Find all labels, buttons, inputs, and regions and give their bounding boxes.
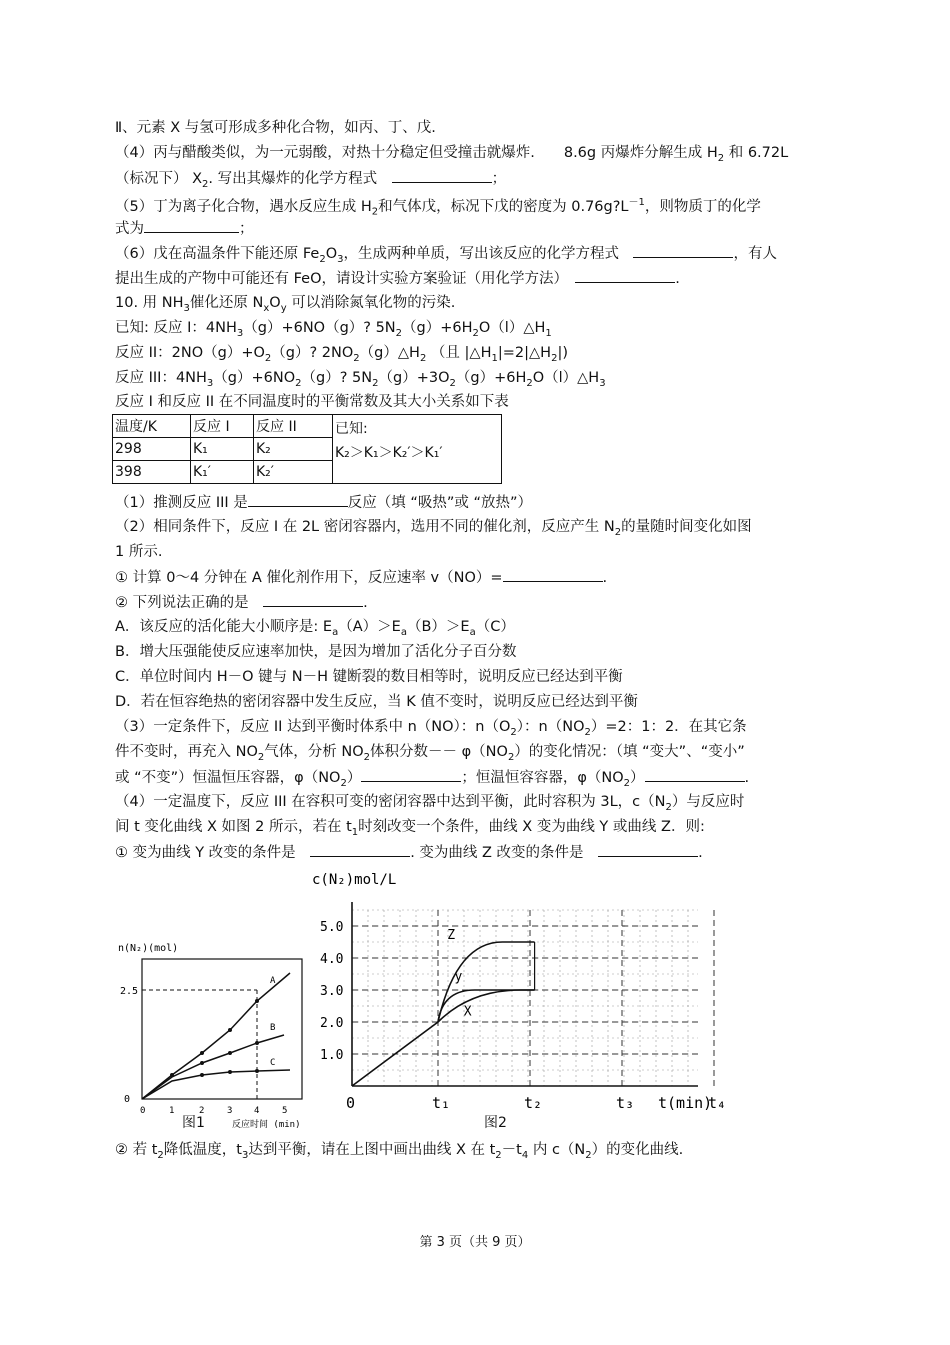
answer-blank[interactable] — [503, 567, 603, 582]
sub-question-2-cont: 1 所示. — [115, 544, 163, 560]
reaction-1: 已知: 反应 I：$4NH_3(g)+6NO(g)$? $5N_2(g)+6H_2O(l)\triangle H_1$ — [115, 320, 552, 339]
fig2-ytick: 5.0 — [320, 920, 344, 935]
fig1-curve-c — [142, 1070, 290, 1099]
row-398-temp: 398 — [113, 461, 191, 484]
question-4-cont: （标况下） $X_2$. 写出其爆炸的化学方程式 ； — [115, 168, 506, 195]
fig1-label-b: B — [270, 1023, 276, 1033]
fig1-point — [255, 999, 259, 1003]
fig1-xtick: 0 — [140, 1106, 146, 1116]
sub-question-3: （3）一定条件下，反应 II 达到平衡时体系中 n（NO）：$n(O_2)$：$n(NO_2)=2$：1：2．在其它条 — [115, 719, 747, 738]
fig2-xtick: t₂ — [524, 1094, 543, 1112]
header-r2: 反应 II — [254, 415, 333, 438]
fig1-point — [200, 1051, 204, 1055]
row-298-temp: 298 — [113, 438, 191, 461]
figure-1 — [112, 935, 312, 1135]
option-a: A．该反应的活化能大小顺序是: $E_a(A)>E_a(B)>E_a(C)$ — [115, 619, 515, 638]
fig1-caption: 图1 — [182, 1115, 205, 1131]
fig1-xtick: 1 — [169, 1106, 175, 1116]
line-element-x: Ⅱ、元素 X 与氢可形成多种化合物，如丙、丁、戊. — [115, 120, 436, 136]
row-398-k2: K₂′ — [254, 461, 333, 484]
fig2-xlabel: t(min) — [658, 1094, 713, 1112]
fig2-ytick: 1.0 — [320, 1048, 344, 1063]
question-4: （4）丙与醋酸类似，为一元弱酸，对热十分稳定但受撞击就爆炸. 8.6g 丙爆炸分解生成 $H_2$ 和 6.72L — [115, 145, 789, 164]
fig2-label-z: Z — [447, 927, 456, 943]
answer-blank[interactable] — [633, 243, 733, 258]
fig1-label-c: C — [270, 1058, 276, 1068]
fig2-xtick: t₄ — [708, 1094, 727, 1112]
item-2: ② 下列说法正确的是 . — [115, 592, 368, 613]
fig1-xtick: 3 — [227, 1106, 233, 1116]
header-r1: 反应 I — [191, 415, 254, 438]
answer-blank[interactable] — [361, 767, 461, 782]
fig1-point — [228, 1028, 232, 1032]
known-relation-cell — [333, 415, 502, 484]
fig1-point — [200, 1073, 204, 1077]
fig2-label-x: X — [463, 1004, 472, 1020]
answer-blank[interactable] — [645, 767, 745, 782]
question-6: （6）戊在高温条件下能还原 $Fe_2O_3$，生成两种单质，写出该反应的化学方程式 ，有人 — [115, 243, 777, 270]
fig1-ylabel: n(N₂)(mol) — [118, 943, 179, 954]
question-5: （5）丁为离子化合物，遇水反应生成 $H_2$和气体戊，标况下戊的密度为 $0.76g?L^{-1}$，则物质丁的化学 — [115, 197, 761, 218]
page-footer: 第 3 页（共 9 页） — [419, 1235, 531, 1250]
fig1-xtick: 4 — [254, 1106, 260, 1116]
row-298-k2: K₂ — [254, 438, 333, 461]
sub-question-1: （1）推测反应 III 是 反应（填 “吸热”或 “放热”） — [115, 492, 532, 513]
answer-blank[interactable] — [263, 592, 363, 607]
question-10: 10. 用 $NH_3$催化还原 $N_xO_y$ 可以消除氮氧化物的污染. — [115, 295, 456, 314]
figure-2 — [300, 868, 727, 1113]
known-label: 已知: — [335, 421, 368, 437]
fig1-point — [255, 1041, 259, 1045]
reaction-3: 反应 III：$4NH_3(g)+6NO_2(g)$? $5N_2(g)+3O_2(g)+6H_2O(l)\triangle H_3$ — [115, 370, 606, 389]
fig2-ytick: 4.0 — [320, 952, 344, 967]
fig1-point — [228, 1051, 232, 1055]
fig1-point — [200, 1061, 204, 1065]
fig1-frame — [142, 959, 302, 1099]
option-c: C．单位时间内 H－O 键与 N－H 键断裂的数目相等时，说明反应已经达到平衡 — [115, 669, 623, 685]
fig2-caption: 图2 — [484, 1115, 507, 1131]
fig1-xtick: 2 — [199, 1106, 205, 1116]
fig2-xtick: t₃ — [616, 1094, 635, 1112]
answer-blank[interactable] — [392, 168, 492, 183]
item-4-1: ① 变为曲线 Y 改变的条件是 . 变为曲线 Z 改变的条件是 . — [115, 842, 703, 863]
reaction-2: 反应 II：$2NO(g)+O_2(g)$? $2NO_2(g)\triangle H_2$ （且 $|\triangle H_1|=2|\triangle H_2|$) — [115, 345, 568, 364]
answer-blank[interactable] — [575, 268, 675, 283]
fig2-label-y: y — [454, 969, 463, 985]
fig1-curve-a — [142, 973, 290, 1099]
fig1-ytick-0: 0 — [124, 1094, 131, 1105]
known-relation: K₂＞K₁＞K₂′＞K₁′ — [335, 445, 443, 461]
question-5-cont: 式为 ； — [115, 218, 254, 239]
answer-blank[interactable] — [144, 218, 239, 233]
answer-blank[interactable] — [248, 492, 348, 507]
fig2-xtick: 0 — [346, 1094, 356, 1112]
fig1-xlabel: 反应时间 (min) — [232, 1120, 301, 1130]
fig2-xtick: t₁ — [432, 1094, 451, 1112]
item-1: ① 计算 0～4 分钟在 A 催化剂作用下，反应速率 v（NO）= . — [115, 567, 607, 588]
item-4-2: ② 若 $t_2$降低温度，$t_3$达到平衡，请在上图中画出曲线 X 在 $t_2-t_4$ 内 $c(N_2)$的变化曲线. — [115, 1142, 684, 1161]
table-intro: 反应 I 和反应 II 在不同温度时的平衡常数及其大小关系如下表 — [115, 394, 509, 410]
option-d: D．若在恒容绝热的密闭容器中发生反应，当 K 值不变时，说明反应已经达到平衡 — [115, 694, 638, 710]
sub-question-4: （4）一定温度下，反应 III 在容积可变的密闭容器中达到平衡，此时容积为 3L，$c(N_2)$与反应时 — [115, 794, 745, 813]
fig1-point — [255, 1069, 259, 1073]
sub-question-3-blanks: 或 “不变”）恒温恒压容器，$\varphi(NO_2)$ ；恒温恒容容器，$\varphi(NO_2)$ . — [115, 767, 749, 794]
fig2-ytick: 3.0 — [320, 984, 344, 999]
fig1-xtick: 5 — [282, 1106, 288, 1116]
option-b: B．增大压强能使反应速率加快，是因为增加了活化分子百分数 — [115, 644, 517, 660]
fig2-ytick: 2.0 — [320, 1016, 344, 1031]
answer-blank[interactable] — [598, 842, 698, 857]
header-temp: 温度/K — [113, 415, 191, 438]
fig1-point — [170, 1073, 174, 1077]
fig1-ytick-2-5: 2.5 — [120, 986, 139, 997]
answer-blank[interactable] — [310, 842, 410, 857]
fig1-point — [228, 1070, 232, 1074]
row-298-k1: K₁ — [191, 438, 254, 461]
question-6-cont: 提出生成的产物中可能还有 FeO，请设计实验方案验证（用化学方法） . — [115, 268, 680, 289]
sub-question-3-cont: 件不变时，再充入 $NO_2$气体，分析 $NO_2$体积分数－－ $\varphi(NO_2)$的变化情况：（填 “变大”、“变小” — [115, 744, 745, 763]
sub-question-2: （2）相同条件下，反应 I 在 2L 密闭容器内，选用不同的催化剂，反应产生 $N_2$的量随时间变化如图 — [115, 519, 752, 538]
fig2-ylabel: c(N₂)mol/L — [312, 872, 397, 888]
equilibrium-table — [112, 414, 502, 484]
row-398-k1: K₁′ — [191, 461, 254, 484]
fig1-label-a: A — [270, 976, 276, 986]
sub-question-4-cont: 间 t 变化曲线 X 如图 2 所示，若在 $t_1$时刻改变一个条件，曲线 X 变为曲线 Y 或曲线 Z．则: — [115, 819, 705, 838]
